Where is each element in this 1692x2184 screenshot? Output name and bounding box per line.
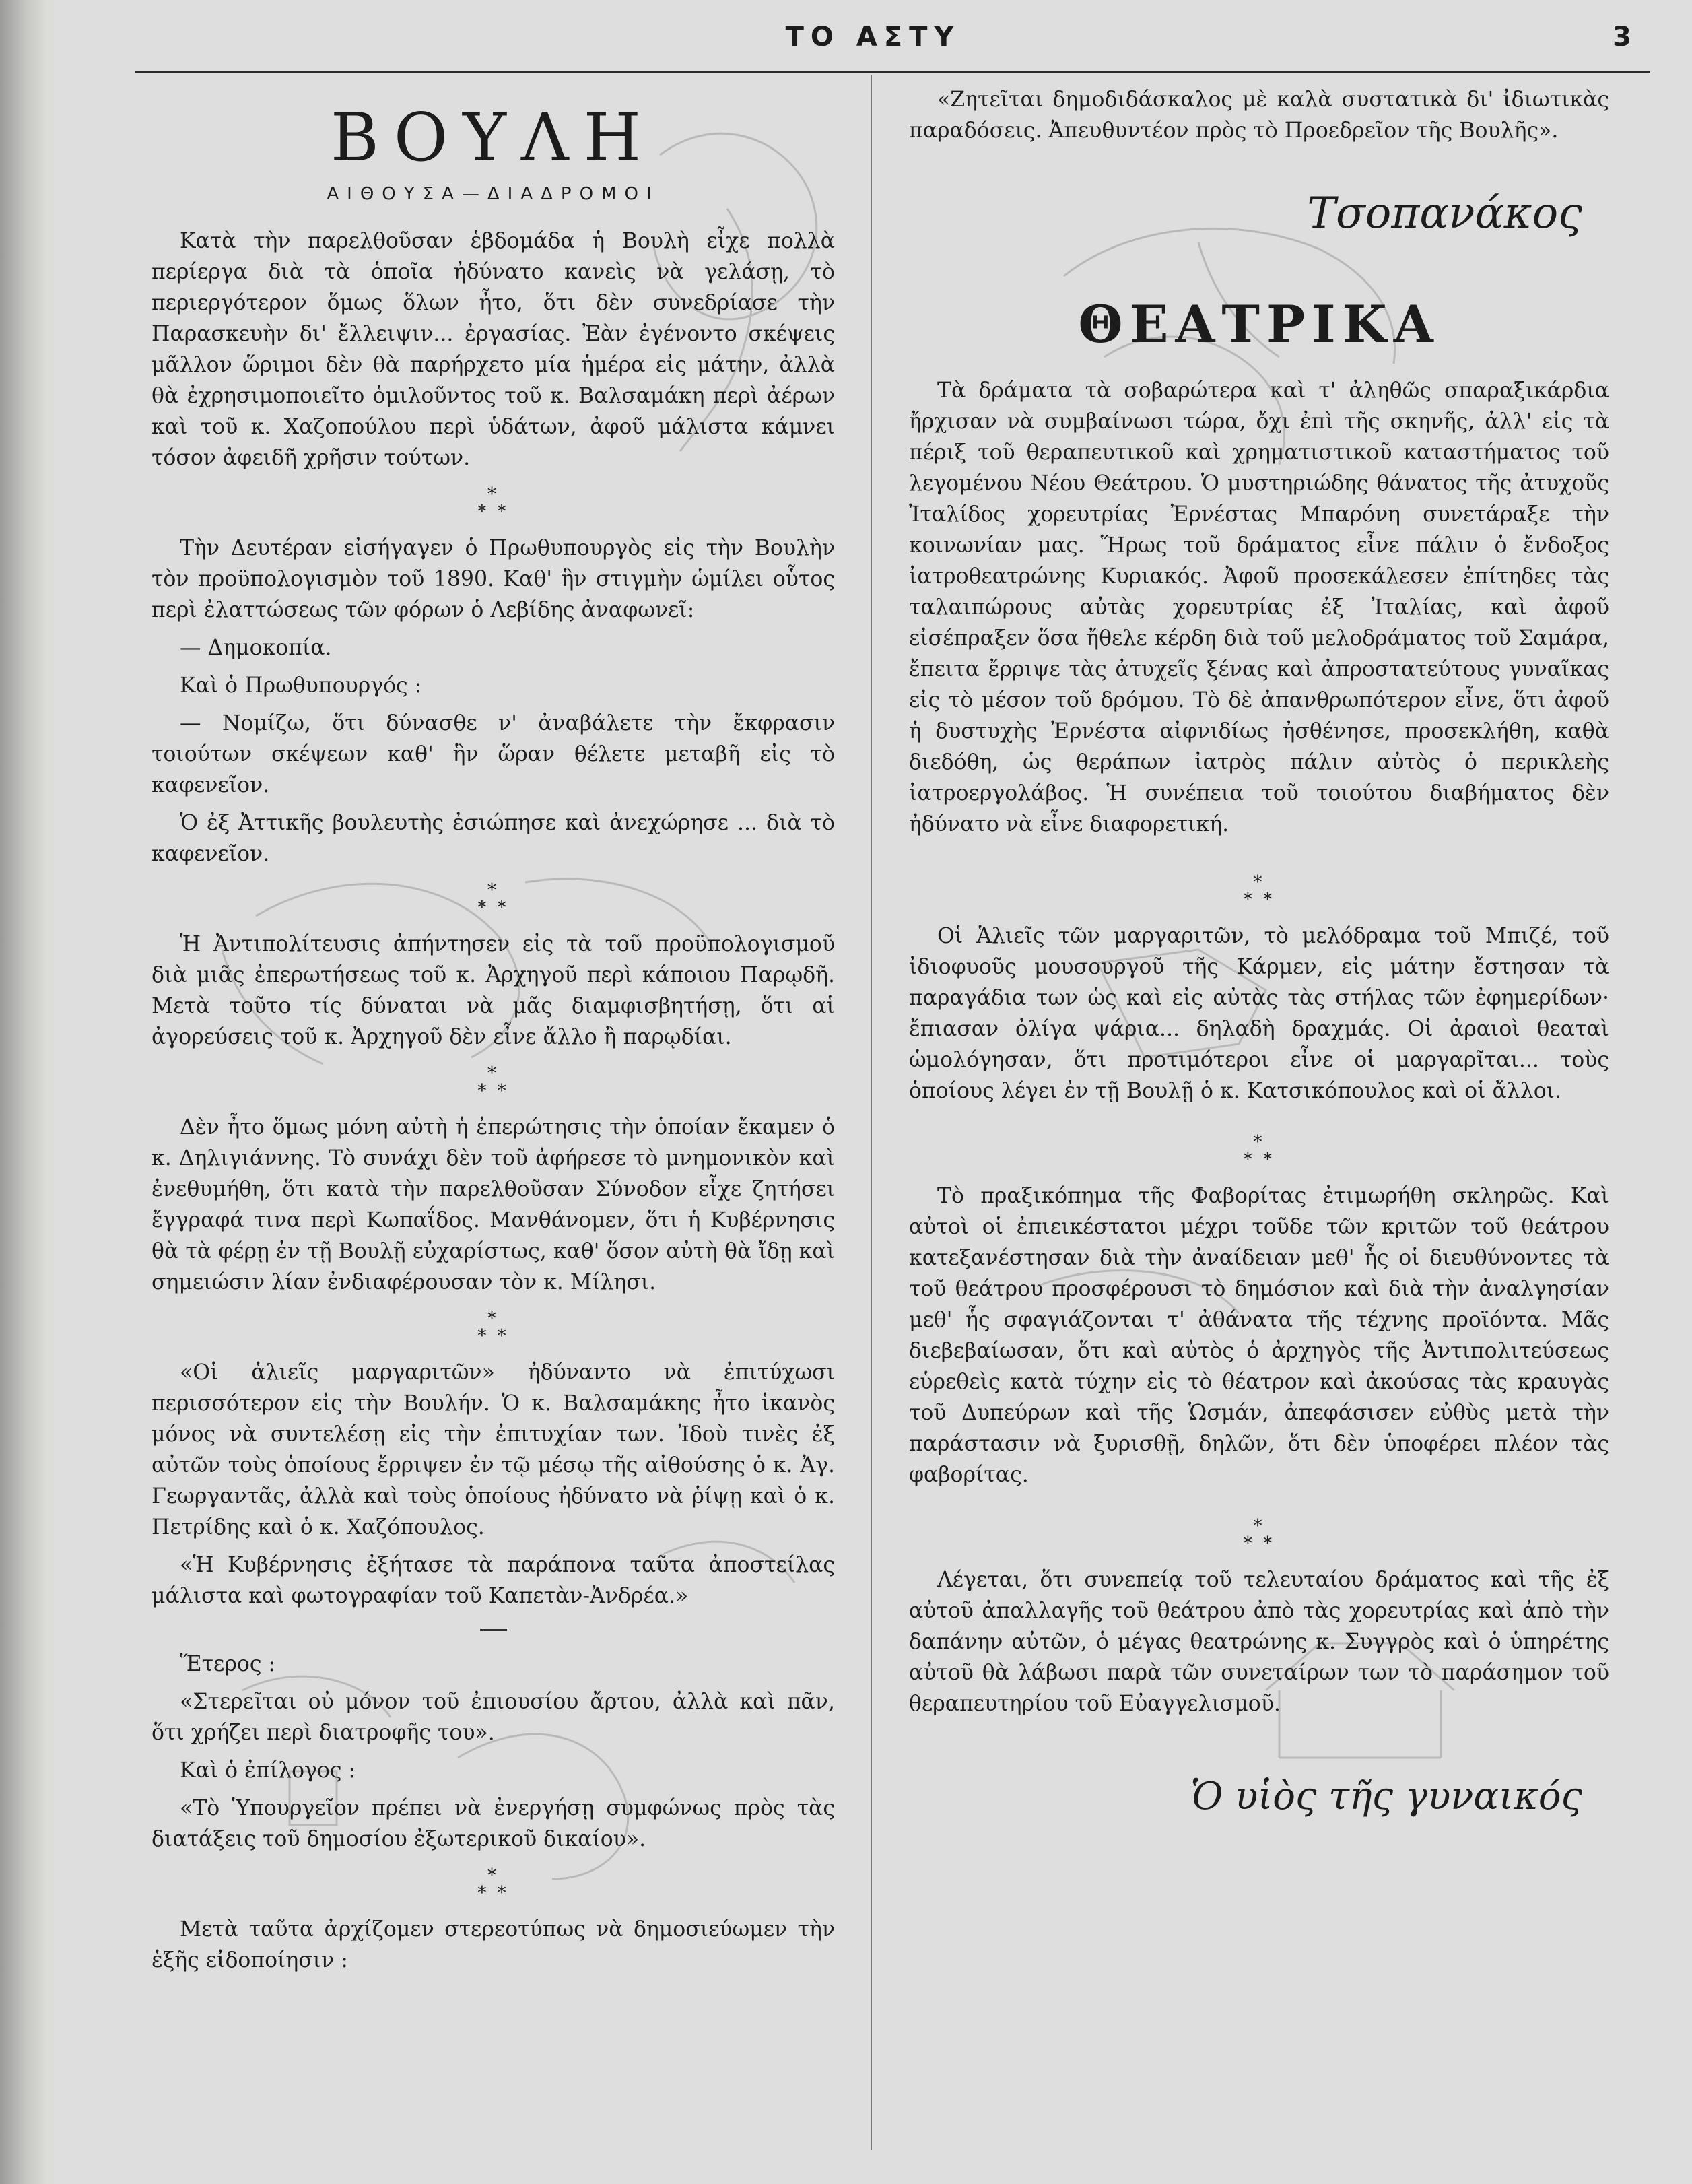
article-paragraph: Κατὰ τὴν παρελθοῦσαν ἑβδομάδα ἡ Βουλὴ εἶχε πολλὰ περίεργα διὰ τὰ ὁποῖα ἠδύνατο κανεὶς νὰ γελάσῃ, τὸ περιεργότερον ὅμως ὅλων ἦτο, ὅτι δὲν συνεδρίασε τὴν Παρασκευὴν δι' ἔλλειψιν... ἐργασίας. Ἐὰν ἐγένοντο σκέψεις μᾶλλον ὥριμοι δὲν θὰ παρήρχετο μία ἡμέρα εἰς μάτην, ἀλλὰ θὰ ἐχρησιμοποιεῖτο ὁμιλοῦντος τοῦ κ. Βαλσαμάκη περὶ ἀέρων καὶ τοῦ κ. Χαζοπούλου περὶ ὑδάτων, ἀφοῦ μάλιστα κάμνει τόσον ἀφειδῆ χρῆσιν τούτων.: [151, 229, 835, 470]
article-paragraph: Ὁ ἐξ Ἀττικῆς βουλευτὴς ἐσιώπησε καὶ ἀνεχώρησε ... διὰ τὸ καφενεῖον.: [151, 811, 835, 866]
author-signature: Τσοπανάκος: [1307, 189, 1582, 238]
asterism: * * *: [477, 1309, 509, 1346]
article-paragraph: Τὴν Δευτέραν εἰσήγαγεν ὁ Πρωθυπουργὸς εἰς τὴν Βουλὴν τὸν προϋπολογισμὸν τοῦ 1890. Καθ' ἣν στιγμὴν ὡμίλει οὗτος περὶ ἐλαττώσεως τῶν φόρων ὁ Λεβίδης ἀναφωνεῖ:: [151, 536, 835, 622]
theatre-title: ΘΕΑΤΡΙΚΑ: [1078, 294, 1440, 354]
article-paragraph: Μετὰ ταῦτα ἀρχίζομεν στερεοτύπως νὰ δημοσιεύωμεν τὴν ἑξῆς εἰδοποίησιν :: [151, 1917, 835, 1973]
article-paragraph: Λέγεται, ὅτι συνεπείᾳ τοῦ τελευταίου δράματος καὶ τῆς ἐξ αὐτοῦ ἀπαλλαγῆς τοῦ θεάτρου ἀπὸ τὰς χορευτρίας καὶ ἀπὸ τὴν δαπάνην αὐτῶν, ὁ μέγας θεατρώνης κ. Συγγρὸς καὶ ὁ ὑπηρέτης αὐτοῦ θὰ λάβωσι παρὰ τῶν συνεταίρων των τὸ παράσημον τοῦ θεραπευτηρίου τοῦ Εὐαγγελισμοῦ.: [909, 1568, 1609, 1716]
article-paragraph: Τὰ δράματα τὰ σοβαρώτερα καὶ τ' ἀληθῶς σπαραξικάρδια ἤρχισαν νὰ συμβαίνωσι τώρα, ὄχι ἐπὶ τῆς σκηνῆς, ἀλλ' εἰς τὰ πέριξ τοῦ θεραπευτικοῦ καὶ χρηματιστικοῦ καταστήματος τοῦ λεγομένου Νέου Θεάτρου. Ὁ μυστηριώδης θάνατος τῆς ἀτυχοῦς Ἰταλίδος χορευτρίας Ἐρνέστας Μπαρόνη συνετάραξε τὴν κοινωνίαν μας. Ἥρως τοῦ δράματος εἶνε πάλιν ὁ ἔνδοξος ἰατροθεατρώνης Κυριακός. Ἀφοῦ προσεκάλεσεν ἐπίτηδες τὰς ταλαιπώρους αὐτὰς χορευτρίας ἐξ Ἰταλίας, καὶ ἀφοῦ εἰσέπραξεν ὅσα ἤθελε κέρδη διὰ τοῦ μελοδράματος τοῦ Σαμάρα, ἔπειτα ἔρριψε τὰς ἀτυχεῖς ξένας καὶ ἀπροστατεύτους γυναῖκας εἰς τὸ μέσον τοῦ δρόμου. Τὸ δὲ ἀπανθρωπότερον εἶνε, ὅτι ἀφοῦ ἡ δυστυχὴς Ἐρνέστα αἰφνιδίως ἠσθένησε, προσεκλήθη, καθὰ διεδόθη, ὡς θεράπων ἰατρὸς πάλιν αὐτὸς ὁ περικλεὴς ἰατροεργολάβος. Ἡ συνέπεια τοῦ τοιούτου διαβήματος δὲν ἠδύνατο νὰ εἶνε διαφορετική.: [909, 378, 1609, 836]
page-header: [54, 0, 1692, 73]
section-title: ΒΟΥΛΗ: [330, 100, 656, 176]
scanner-edge: [0, 0, 47, 2184]
notice-paragraph: «Ζητεῖται δημοδιδάσκαλος μὲ καλὰ συστατικὰ δι' ἰδιωτικὰς παραδόσεις. Ἀπευθυντέον πρὸς τὸ Προεδρεῖον τῆς Βουλῆς».: [909, 88, 1609, 143]
asterism: * * *: [1243, 1132, 1275, 1170]
dialogue-line: — Δημοκοπία.: [180, 636, 332, 660]
article-paragraph: «Τὸ Ὑπουργεῖον πρέπει νὰ ἐνεργήσῃ συμφώνως πρὸς τὰς διατάξεις τοῦ δημοσίου ἐξωτερικοῦ δικαίου».: [151, 1796, 835, 1851]
asterism: * * *: [477, 484, 509, 522]
right-column: [909, 84, 1609, 1820]
article-paragraph: «Οἱ ἁλιεῖς μαργαριτῶν» ἠδύναντο νὰ ἐπιτύχωσι περισσότερον εἰς τὴν Βουλήν. Ὁ κ. Βαλσαμάκης ἦτο ἱκανὸς μόνος νὰ συντελέσῃ εἰς τὴν ἐπιτυχίαν των. Ἰδοὺ τινὲς ἐξ αὐτῶν τοὺς ὁποίους ἔρριψεν ἐν τῷ μέσῳ τῆς αἰθούσης ὁ κ. Ἀγ. Γεωργαντᾶς, ἀλλὰ καὶ τοὺς ὁποίους ἠδύνατο νὰ ῥίψῃ καὶ ὁ κ. Πετρίδης καὶ ὁ κ. Χαζόπουλος.: [151, 1360, 835, 1540]
section-subtitle: ΑΙΘΟΥΣΑ—ΔΙΑΔΡΟΜΟΙ: [327, 184, 660, 204]
article-paragraph: «Στερεῖται οὐ μόνον τοῦ ἐπιουσίου ἄρτου, ἀλλὰ καὶ πᾶν, ὅτι χρήζει περὶ διατροφῆς του».: [151, 1690, 835, 1745]
page-number: 3: [1613, 22, 1631, 53]
article-paragraph: Δὲν ἦτο ὅμως μόνη αὐτὴ ἡ ἐπερώτησις τὴν ὁποίαν ἔκαμεν ὁ κ. Δηλιγιάννης. Τὸ συνάχι δὲν τοῦ ἀφήρεσε τὸ μνημονικὸν καὶ ἐνεθυμήθη, ὅτι κατὰ τὴν παρελθοῦσαν Σύνοδον εἶχε ζητήσει ἔγγραφά τινα περὶ Κωπαΐδος. Μανθάνομεν, ὅτι ἡ Κυβέρνησις θὰ τὰ φέρῃ ἐν τῇ Βουλῇ εὐχαρίστως, καθ' ὅσον αὐτὴ θὰ ἴδῃ καὶ σημειώσιν λίαν ἐνδιαφέρουσαν τὸν κ. Μίλησι.: [151, 1115, 835, 1294]
dialogue-line: — Νομίζω, ὅτι δύνασθε ν' ἀναβάλετε τὴν ἔκφρασιν τοιούτων σκέψεων καθ' ἣν ὥραν θέλετε μεταβῆ εἰς τὸ καφενεῖον.: [151, 711, 835, 797]
article-paragraph: Ἡ Ἀντιπολίτευσις ἀπήντησεν εἰς τὰ τοῦ προϋπολογισμοῦ διὰ μιᾶς ἐπερωτήσεως τοῦ κ. Ἀρχηγοῦ περὶ κάποιου Παρῳδῆ. Μετὰ τοῦτο τίς δύναται νὰ μᾶς διαμφισβητήσῃ, ὅτι αἱ ἀγορεύσεις τοῦ κ. Ἀρχηγοῦ δὲν εἶνε ἄλλο ἢ παρῳδίαι.: [151, 932, 835, 1049]
article-paragraph: Οἱ Ἁλιεῖς τῶν μαργαριτῶν, τὸ μελόδραμα τοῦ Μπιζέ, τοῦ ἰδιοφυοῦς μουσουργοῦ τῆς Κάρμεν, εἰς μάτην ἔστησαν τὰ παραγάδια των ὡς καὶ εἰς αὐτὰς τὰς στήλας τῶν ἐφημερίδων· ἔπιασαν ὀλίγα ψάρια... δηλαδὴ δραχμάς. Οἱ ἀραιοὶ θεαταὶ ὡμολόγησαν, ὅτι προτιμότεροι εἶνε οἱ μαργαρῖται... τοὺς ὁποίους λέγει ἐν τῇ Βουλῇ ὁ κ. Κατσικόπουλος καὶ οἱ ἄλλοι.: [909, 924, 1609, 1103]
asterism: * * *: [477, 1063, 509, 1101]
masthead: ΤΟ ΑΣΤΥ: [785, 22, 961, 53]
asterism: * * *: [1243, 1516, 1275, 1554]
dialogue-line: Καὶ ὁ Πρωθυπουργός :: [180, 673, 422, 698]
dialogue-line: Ἕτερος :: [180, 1652, 276, 1676]
bottom-signature: Ὁ υἱὸς τῆς γυναικός: [1190, 1775, 1582, 1818]
dialogue-line: Καὶ ὁ ἐπίλογος :: [180, 1758, 356, 1783]
asterism: * * *: [477, 880, 509, 918]
short-rule: [480, 1629, 507, 1631]
article-paragraph: «Ἡ Κυβέρνησις ἐξήτασε τὰ παράπονα ταῦτα ἀποστείλας μάλιστα καὶ φωτογραφίαν τοῦ Καπετὰν-Ἀνδρέα.»: [151, 1553, 835, 1608]
asterism: * * *: [477, 1865, 509, 1903]
asterism: * * *: [1243, 872, 1275, 910]
column-divider: [871, 75, 872, 2150]
header-rule: [135, 71, 1650, 73]
article-paragraph: Τὸ πραξικόπημα τῆς Φαβορίτας ἐτιμωρήθη σκληρῶς. Καὶ αὐτοὶ οἱ ἐπιεικέστατοι μέχρι τοῦδε τῶν κριτῶν τοῦ θεάτρου κατεξανέστησαν διὰ τὴν ἀναίδειαν μεθ' ἧς οἱ διευθύνοντες τὰ τοῦ θεάτρου προσφέρουσι τὸ δημόσιον καὶ διὰ τὴν ἀναλγησίαν μεθ' ἧς σφαγιάζονται τ' ἀθάνατα τῆς τέχνης προϊόντα. Μᾶς διεβεβαίωσαν, ὅτι καὶ αὐτὸς ὁ ἀρχηγὸς τῆς Ἀντιπολιτεύσεως εὑρεθεὶς κατὰ τύχην εἰς τὸ θέατρον καὶ ἀκούσας τὰς κραυγὰς τοῦ Δυπεύρων καὶ τῆς Ὡσμάν, ἀπεφάσισεν εὐθὺς μετὰ τὴν παράστασιν νὰ ξυρισθῇ, δηλῶν, ὅτι δὲν ὑποφέρει πλέον τὰς φαβορίτας.: [909, 1184, 1609, 1487]
left-column: [151, 84, 835, 1983]
